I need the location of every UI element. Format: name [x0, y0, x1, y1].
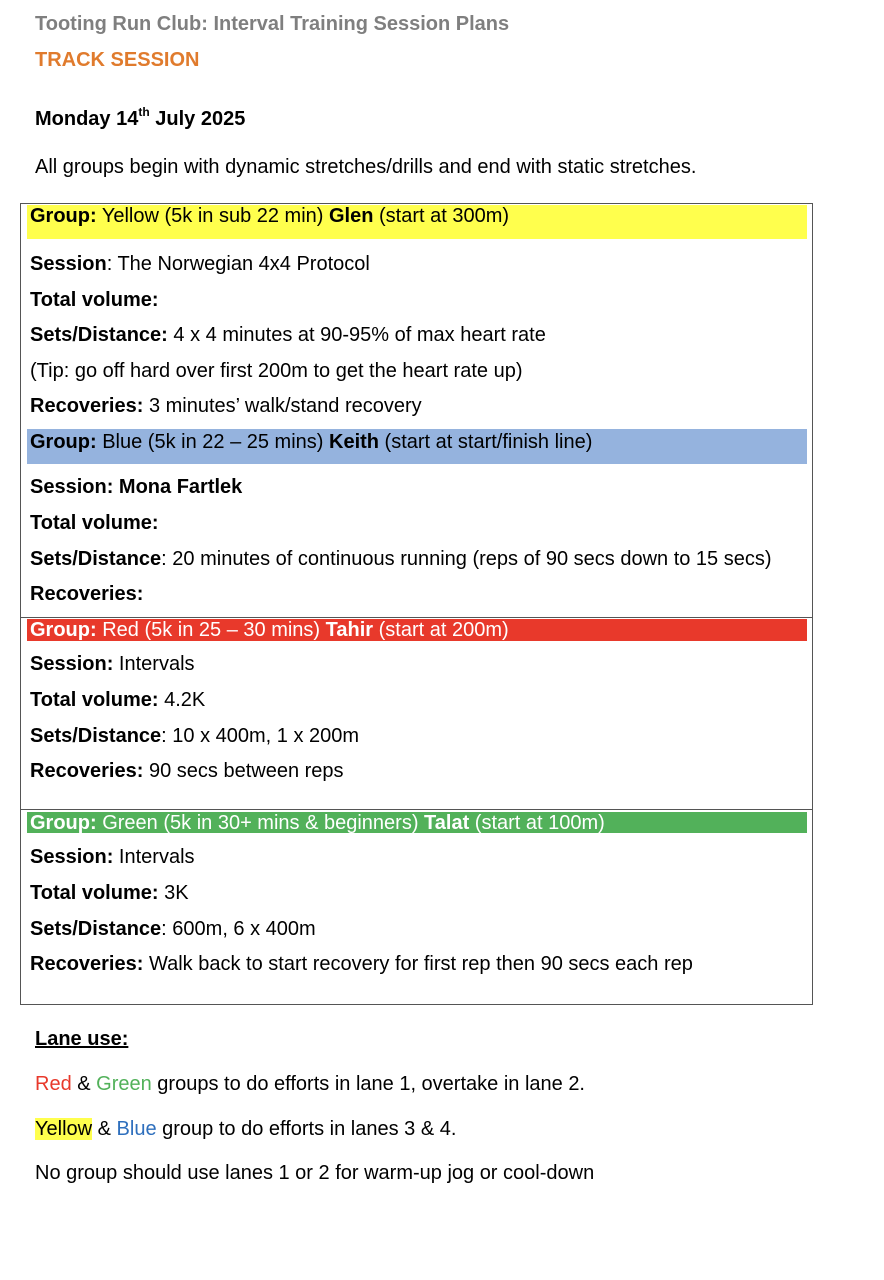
- volume-value: 4.2K: [158, 689, 206, 711]
- group-label: Group:: [30, 812, 97, 834]
- session-value: : The Norwegian 4x4 Protocol: [106, 253, 370, 275]
- group-start: (start at start/finish line): [379, 431, 593, 453]
- group-header-red: [30, 619, 509, 642]
- sets-label: Sets/Distance: [30, 725, 162, 747]
- session-label: Session: Mona Fartlek: [30, 476, 243, 498]
- session-label: Session:: [30, 846, 114, 868]
- session-row: [30, 653, 195, 676]
- group-desc: Red (5k in 25 – 30 mins): [96, 619, 326, 641]
- date-rest: July 2025: [149, 108, 246, 130]
- sets-value: 4 x 4 minutes at 90-95% of max heart rate: [167, 324, 546, 346]
- session-row: [30, 846, 195, 869]
- intro-text: All groups begin with dynamic stretches/drills and end with static stretches.: [35, 156, 697, 178]
- sets-value: : 600m, 6 x 400m: [161, 918, 316, 940]
- table-divider: [20, 809, 813, 810]
- group-desc: Yellow (5k in sub 22 min): [96, 205, 329, 227]
- recoveries-label: Recoveries:: [30, 953, 144, 975]
- sets-label: Sets/Distance: [30, 548, 162, 570]
- group-desc: Green (5k in 30+ mins & beginners): [96, 812, 425, 834]
- sets-label: Sets/Distance: [30, 918, 162, 940]
- recoveries-label: Recoveries:: [30, 395, 144, 417]
- sets-value: : 20 minutes of continuous running (reps of 90 secs down to 15 secs): [161, 548, 772, 570]
- ampersand: &: [92, 1118, 117, 1140]
- group-label: Group:: [30, 619, 97, 641]
- lane-rule-2: [35, 1118, 456, 1141]
- date-main: Monday 14: [35, 108, 139, 130]
- volume-row: [30, 289, 159, 312]
- lane-rule-text: groups to do efforts in lane 1, overtake in lane 2.: [151, 1073, 585, 1095]
- group-start: (start at 300m): [373, 205, 510, 227]
- document-title: Tooting Run Club: Interval Training Session Plans: [35, 13, 510, 35]
- volume-label: Total volume:: [30, 689, 159, 711]
- table-divider: [20, 617, 813, 618]
- recoveries-value: Walk back to start recovery for first rep then 90 secs each rep: [143, 953, 693, 975]
- volume-value: 3K: [158, 882, 189, 904]
- lane-rule-text: group to do efforts in lanes 3 & 4.: [156, 1118, 457, 1140]
- session-label: Session:: [30, 653, 114, 675]
- group-label: Group:: [30, 205, 97, 227]
- blue-group-word: Blue: [116, 1118, 157, 1140]
- red-group-word: Red: [35, 1073, 72, 1095]
- group-leader: Tahir: [325, 619, 374, 641]
- recoveries-value: 90 secs between reps: [143, 760, 344, 782]
- yellow-group-word: Yellow: [35, 1118, 93, 1140]
- session-label: Session: [30, 253, 107, 275]
- recoveries-label: Recoveries:: [30, 760, 144, 782]
- sets-row: [30, 725, 359, 748]
- group-header-green: [30, 812, 605, 835]
- session-row: [30, 253, 370, 276]
- recoveries-label: Recoveries:: [30, 583, 144, 605]
- volume-row: [30, 689, 205, 712]
- tip-row: (Tip: go off hard over first 200m to get the heart rate up): [30, 360, 523, 382]
- ampersand: &: [71, 1073, 97, 1095]
- sets-row: [30, 324, 546, 347]
- date-ordinal: th: [138, 105, 150, 120]
- group-label: Group:: [30, 431, 97, 453]
- session-value: Intervals: [113, 653, 195, 675]
- lane-rule-1: [35, 1073, 585, 1096]
- volume-row: [30, 882, 189, 905]
- green-group-word: Green: [96, 1073, 152, 1095]
- group-header-blue: [30, 431, 592, 454]
- group-start: (start at 100m): [469, 812, 605, 834]
- document-subtitle: TRACK SESSION: [35, 49, 200, 71]
- recoveries-row: [30, 395, 422, 418]
- group-start: (start at 200m): [373, 619, 509, 641]
- recoveries-row: [30, 953, 693, 976]
- group-desc: Blue (5k in 22 – 25 mins): [96, 431, 329, 453]
- session-value: Intervals: [113, 846, 195, 868]
- volume-label: Total volume:: [30, 512, 159, 534]
- recoveries-row: [30, 583, 143, 606]
- sets-label: Sets/Distance:: [30, 324, 168, 346]
- recoveries-value: 3 minutes’ walk/stand recovery: [143, 395, 422, 417]
- recoveries-row: [30, 760, 344, 783]
- volume-label: Total volume:: [30, 882, 159, 904]
- group-leader: Glen: [329, 205, 374, 227]
- sets-row: [30, 548, 772, 571]
- sets-value: : 10 x 400m, 1 x 200m: [161, 725, 360, 747]
- session-row: [30, 476, 242, 499]
- volume-label: Total volume:: [30, 289, 159, 311]
- volume-row: [30, 512, 159, 535]
- session-date: [35, 105, 246, 131]
- group-leader: Talat: [424, 812, 470, 834]
- lane-use-heading: Lane use:: [35, 1028, 129, 1050]
- group-header-yellow: [30, 205, 509, 228]
- sets-row: [30, 918, 316, 941]
- lane-rule-3: No group should use lanes 1 or 2 for warm-up jog or cool-down: [35, 1162, 595, 1184]
- group-leader: Keith: [329, 431, 379, 453]
